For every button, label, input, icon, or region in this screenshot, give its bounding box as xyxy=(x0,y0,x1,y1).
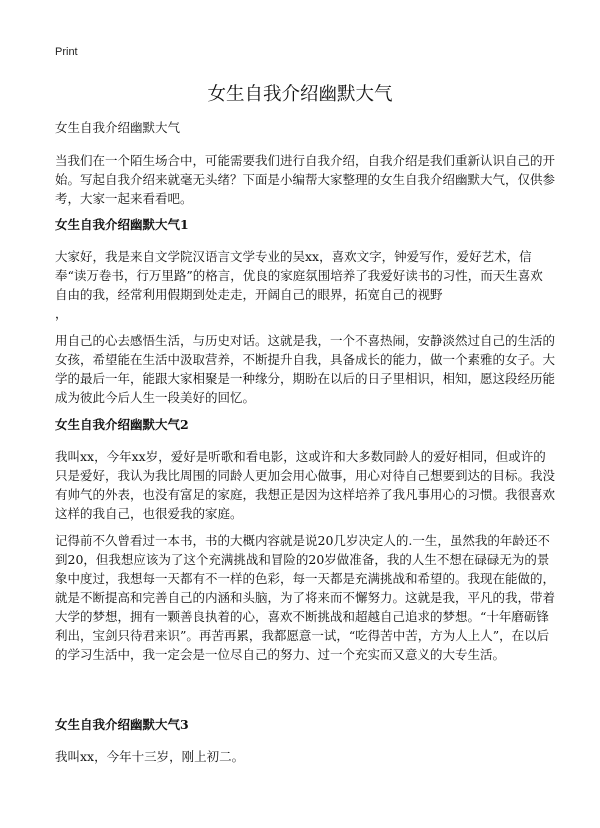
section-heading-3: 女生自我介绍幽默大气3 xyxy=(55,717,189,732)
section-3-paragraph-1 xyxy=(55,747,555,766)
document-title: 女生自我介绍幽默大气 xyxy=(207,84,393,105)
section-1-paragraph-2 xyxy=(55,331,555,407)
intro-text: 当我们在一个陌生场合中，可能需要我们进行自我介绍，自我介绍是我们重新认识自己的开始。写起自我介绍来就毫无头绪？下面是小编帮大家整理的女生自我介绍幽默大气，仅供参考，大家一起来看看吧。 xyxy=(55,153,556,206)
section-1-comma: ， xyxy=(55,306,68,321)
document-subtitle: 女生自我介绍幽默大气 xyxy=(55,120,181,135)
section-2-paragraph-2 xyxy=(55,531,555,664)
section-2-text-2: 记得前不久曾看过一本书，书的大概内容就是说20几岁决定人的.一生，虽然我的年龄还不到20，但我想应该为了这个充满挑战和冒险的20岁做准备，我的人生不想在碌碌无为的景象中度过，我想每一天都有不一样的色彩，每一天都是充满挑战和希望的。我现在能做的，就是不断提高和完善自己的内涵和头脑，为了将来而不懈努力。这就是我，平凡的我，带着大学的梦想，拥有一颗善良执着的心，喜欢不断挑战和超越自己追求的梦想。“十年磨砺锋利出，宝剑只待君来识”。再苦再累，我都愿意一试，“吃得苦中苦，方为人上人”，在以后的学习生活中，我一定会是一位尽自己的努力、过一个充实而又意义的大专生活。 xyxy=(55,533,556,662)
section-3-text-1: 我叫xx，今年十三岁，刚上初二。 xyxy=(55,749,245,764)
print-link[interactable]: Print xyxy=(55,46,78,58)
section-heading-2: 女生自我介绍幽默大气2 xyxy=(55,417,189,432)
section-2-text-1: 我叫xx，今年xx岁，爱好是听歌和看电影，这或许和大多数同龄人的爱好相同，但或许的只是爱好，我认为我比周围的同龄人更加会用心做事，用心对待自己想要到达的目标。我没有帅气的外表，也没有富足的家庭，我想正是因为这样培养了我凡事用心的习惯。我很喜欢这样的我自己，也很爱我的家庭。 xyxy=(55,449,556,521)
section-heading-1: 女生自我介绍幽默大气1 xyxy=(55,217,189,232)
intro-paragraph xyxy=(55,151,555,208)
section-1-paragraph-1 xyxy=(55,247,555,304)
section-1-text-1: 大家好，我是来自文学院汉语言文学专业的吴xx，喜欢文字，钟爱写作，爱好艺术，信奉“读万卷书，行万里路”的格言，优良的家庭氛围培养了我爱好读书的习性，而天生喜欢自由的我，经常利用假期到处走走，开阔自己的眼界，拓宽自己的视野 xyxy=(55,249,543,302)
section-2-paragraph-1 xyxy=(55,447,555,523)
section-1-text-2: 用自己的心去感悟生活，与历史对话。这就是我，一个不喜热闹，安静淡然过自己的生活的女孩，希望能在生活中汲取营养，不断提升自我，具备成长的能力，做一个素雅的女子。大学的最后一年，能跟大家相聚是一种缘分，期盼在以后的日子里相识，相知，愿这段经历能成为彼此今后人生一段美好的回忆。 xyxy=(55,333,556,405)
